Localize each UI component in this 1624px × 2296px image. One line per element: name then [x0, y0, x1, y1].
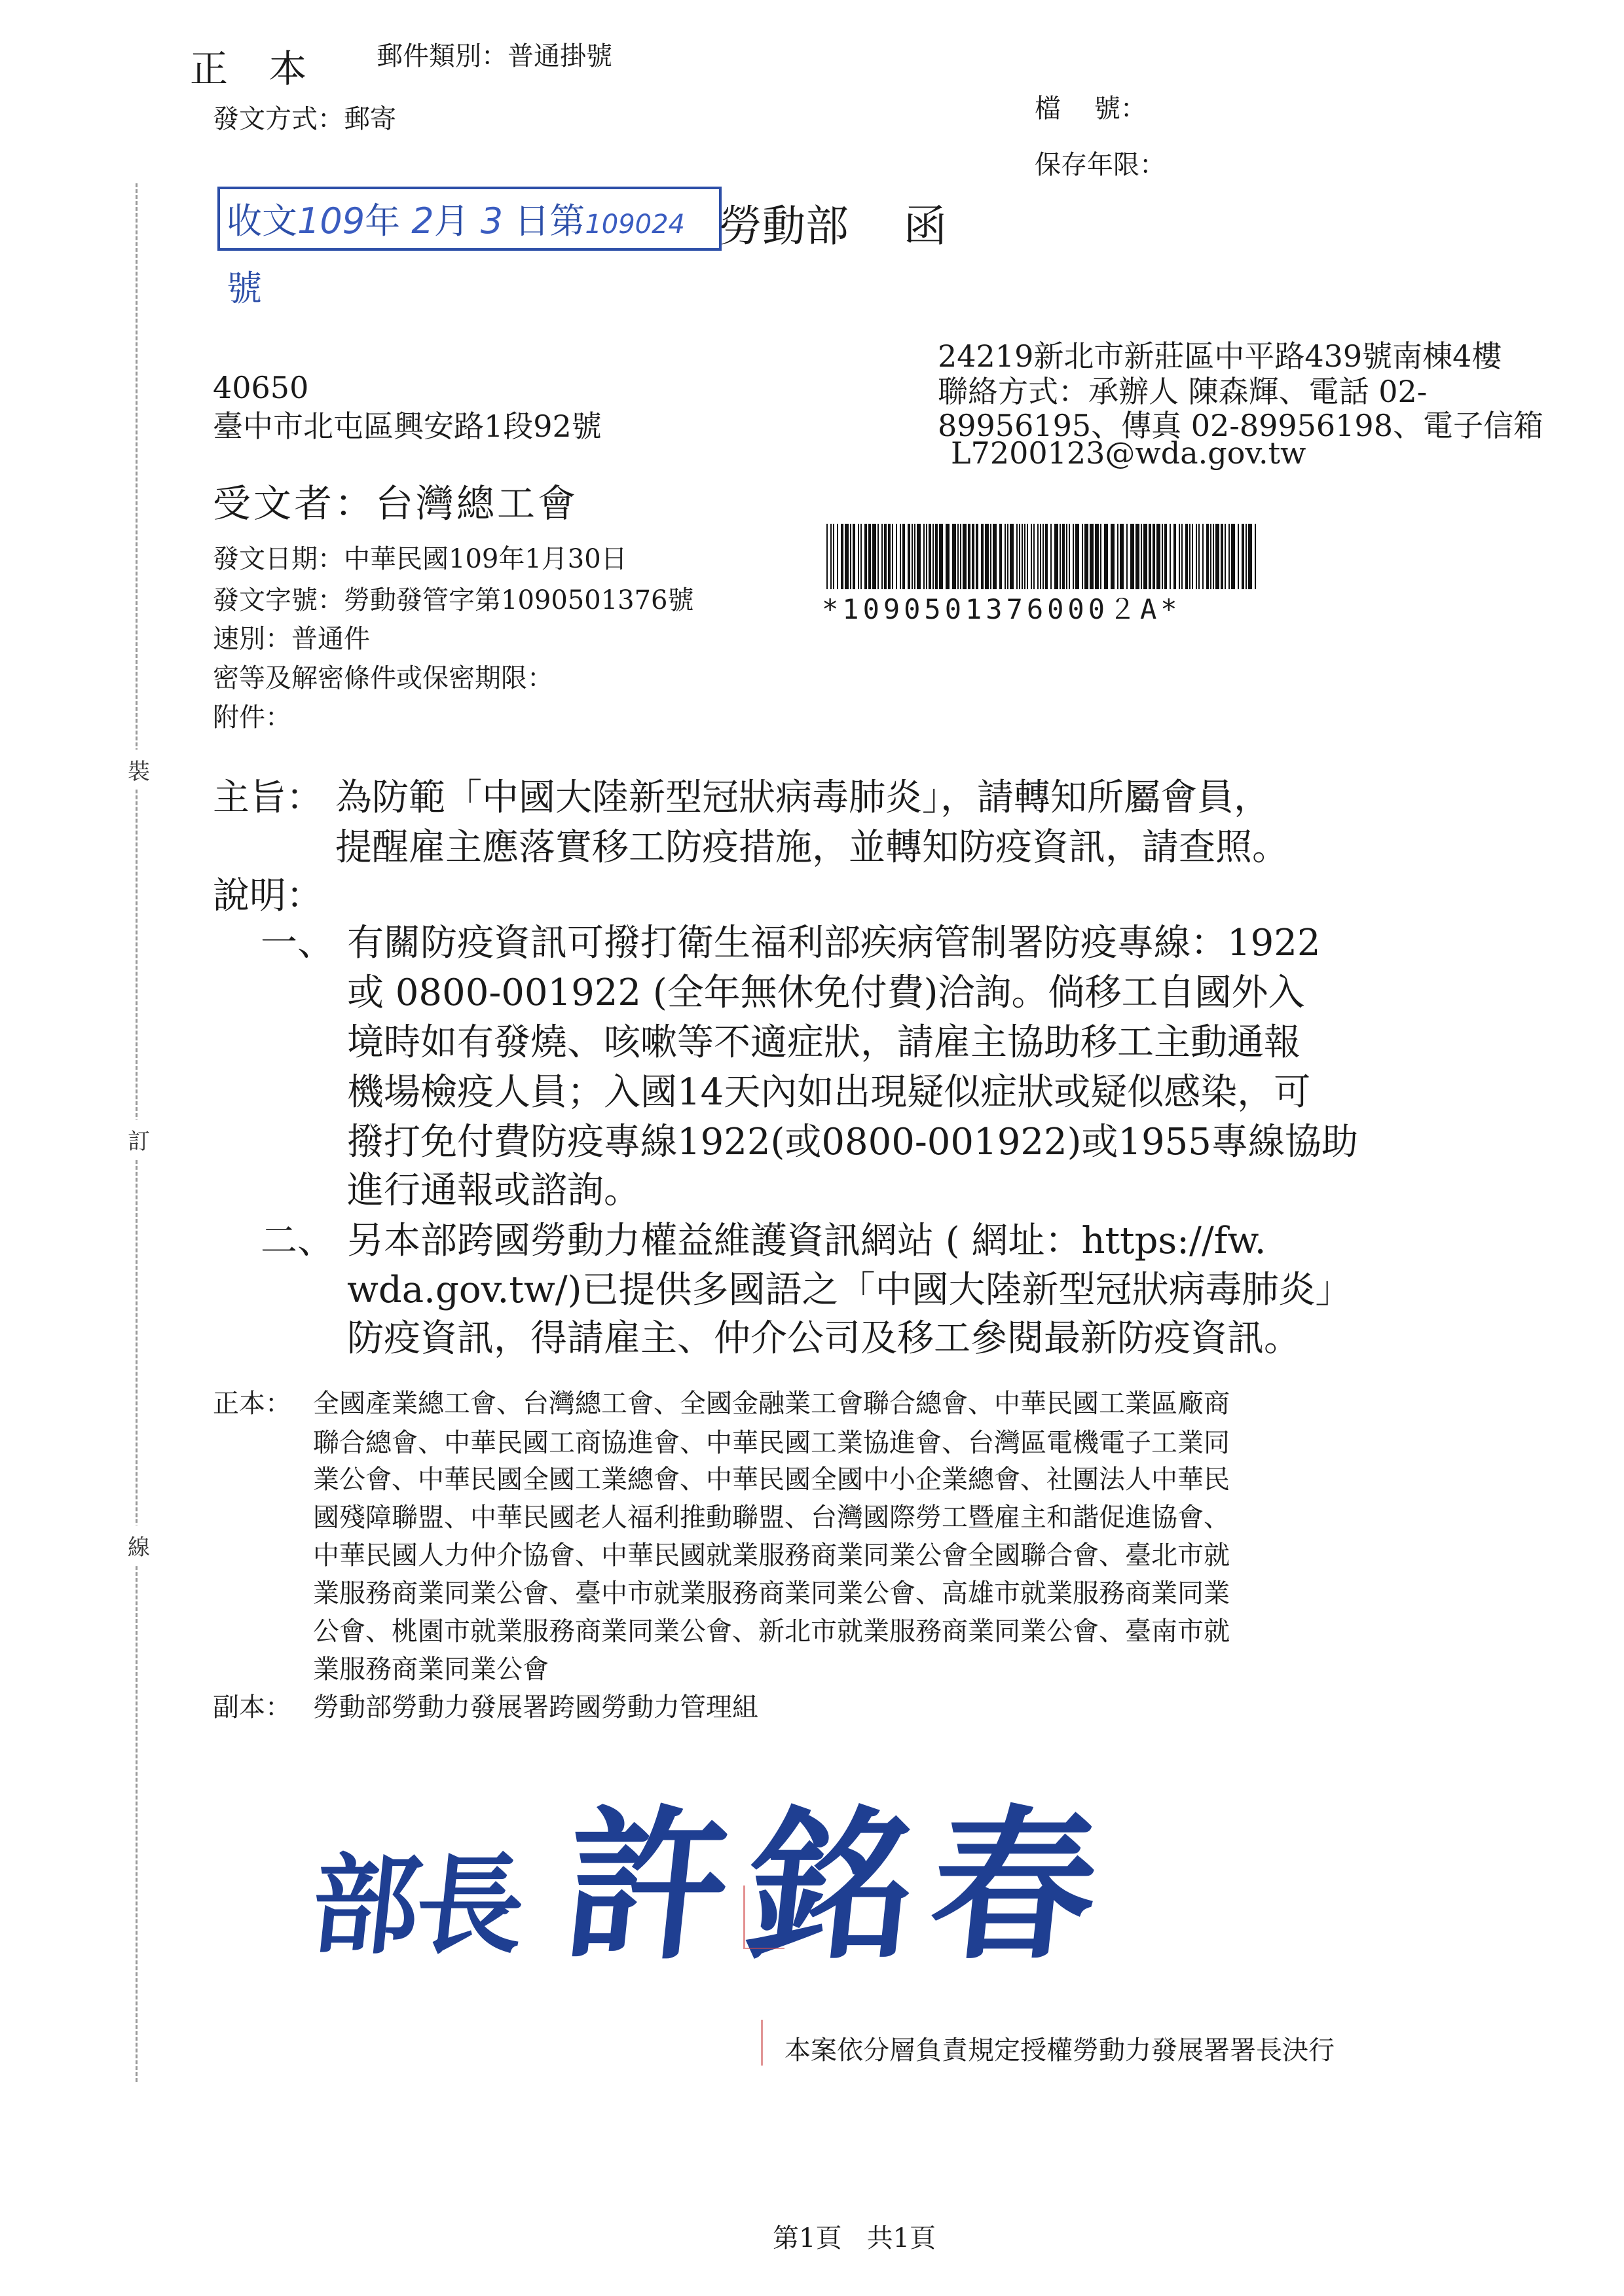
recipient-address: 臺中市北屯區興安路1段92號: [213, 409, 602, 444]
barcode-bar: [902, 524, 905, 589]
barcode-bar: [1196, 524, 1197, 589]
explanation-item-1-line-4: 機場檢疫人員；入國14天內如出現疑似症狀或疑似感染，可: [347, 1071, 1311, 1114]
barcode: [826, 524, 1259, 589]
signature-title: 部長: [305, 1843, 527, 1969]
seal-mark: [743, 1886, 784, 1949]
barcode-bar: [1225, 524, 1226, 589]
page-info: 第1頁 共1頁: [773, 2223, 936, 2253]
barcode-bar: [837, 524, 838, 589]
barcode-bar: [963, 524, 967, 589]
subject-line-1: 為防範「中國大陸新型冠狀病毒肺炎」，請轉知所屬會員，: [335, 776, 1270, 819]
barcode-bar: [1164, 524, 1167, 589]
barcode-bar: [976, 524, 978, 589]
explanation-item-1-line-3: 境時如有發燒、咳嗽等不適症狀，請雇主協助移工主動通報: [347, 1021, 1301, 1064]
barcode-bar: [960, 524, 961, 589]
barcode-bar: [1075, 524, 1079, 589]
barcode-bar: [884, 524, 887, 589]
binding-char-3: 線: [128, 1525, 150, 1565]
barcode-bar: [1095, 524, 1099, 589]
stamp-month: 2: [411, 200, 434, 242]
barcode-bar: [830, 524, 832, 589]
barcode-bar: [923, 524, 925, 589]
barcode-bar: [1043, 524, 1044, 589]
barcode-bar: [926, 524, 927, 589]
stamp-month-unit: 月: [434, 200, 470, 242]
barcode-bar: [1170, 524, 1171, 589]
barcode-bar: [935, 524, 938, 589]
barcode-bar: [957, 524, 959, 589]
explanation-item-2-line-1: 另本部跨國勞動力權益維護資訊網站 ( 網址：https://fw.: [347, 1220, 1266, 1262]
barcode-bar: [952, 524, 956, 589]
sender-contact-line-1: 聯絡方式：承辦人 陳森輝、電話 02-: [938, 374, 1428, 409]
barcode-bar: [985, 524, 989, 589]
mail-type: 郵件類別：普通掛號: [377, 41, 612, 71]
barcode-bar: [1066, 524, 1067, 589]
original-copy-label: 正 本: [190, 46, 322, 91]
barcode-bar: [946, 524, 950, 589]
copy-recipient: 勞動部勞動力發展署跨國勞動力管理組: [313, 1692, 758, 1722]
barcode-bar: [1231, 524, 1235, 589]
barcode-bar: [826, 524, 828, 589]
barcode-bar: [1104, 524, 1108, 589]
barcode-bar: [1215, 524, 1219, 589]
barcode-bar: [1037, 524, 1039, 589]
barcode-bar: [1007, 524, 1008, 589]
barcode-bar: [1054, 524, 1058, 589]
barcode-bar: [858, 524, 859, 589]
barcode-bar: [1073, 524, 1074, 589]
stamp-number-unit: 號: [227, 268, 262, 309]
attachments: 附件：: [213, 702, 291, 733]
barcode-bar: [1045, 524, 1048, 589]
barcode-bar: [1050, 524, 1052, 589]
sender-address: 24219新北市新莊區中平路439號南棟4樓: [938, 338, 1502, 374]
barcode-bar: [1022, 524, 1023, 589]
barcode-bar: [1238, 524, 1239, 589]
barcode-bar: [1117, 524, 1118, 589]
send-method: 發文方式：郵寄: [213, 104, 396, 134]
barcode-bar: [1228, 524, 1230, 589]
speed-category: 速別：普通件: [213, 624, 370, 654]
barcode-bar: [908, 524, 910, 589]
barcode-text: *1090501376000２A*: [822, 593, 1181, 625]
barcode-bar: [981, 524, 984, 589]
barcode-bar: [833, 524, 834, 589]
barcode-bar: [1060, 524, 1061, 589]
document-number: 發文字號：勞動發管字第1090501376號: [213, 585, 694, 615]
barcode-bar: [1255, 524, 1256, 589]
barcode-bar: [1221, 524, 1223, 589]
barcode-bar: [999, 524, 1002, 589]
cc-line-8: 業服務商業同業公會: [313, 1654, 549, 1685]
recipient: 受文者：台灣總工會: [213, 481, 579, 526]
barcode-bar: [1126, 524, 1128, 589]
barcode-bar: [1033, 524, 1035, 589]
barcode-bar: [1010, 524, 1014, 589]
file-number: 檔 號：: [1035, 94, 1147, 124]
barcode-bar: [914, 524, 915, 589]
stamp-number: 109024: [585, 210, 686, 240]
explanation-item-2-number: 二、: [261, 1220, 334, 1262]
subject-label: 主旨：: [213, 776, 323, 819]
barcode-bar: [1120, 524, 1124, 589]
barcode-bar: [1156, 524, 1160, 589]
barcode-bar: [1100, 524, 1101, 589]
barcode-bar: [881, 524, 883, 589]
barcode-bar: [1143, 524, 1147, 589]
barcode-bar: [1179, 524, 1180, 589]
stamp-year-unit: 年: [365, 200, 401, 242]
barcode-bar: [1130, 524, 1134, 589]
explanation-item-1-number: 一、: [261, 922, 334, 964]
stamp-day: 3: [480, 200, 504, 242]
barcode-bar: [872, 524, 876, 589]
secrecy-level: 密等及解密條件或保密期限：: [213, 663, 553, 693]
barcode-bar: [1206, 524, 1209, 589]
cc-line-3: 業公會、中華民國全國工業總會、中華民國全國中小企業總會、社團法人中華民: [313, 1465, 1230, 1495]
barcode-bar: [1202, 524, 1204, 589]
stamp-prefix: 收文: [227, 200, 297, 242]
stamp-day-unit: 日第: [514, 200, 585, 242]
barcode-bar: [1181, 524, 1183, 589]
barcode-bar: [896, 524, 897, 589]
barcode-bar: [1141, 524, 1142, 589]
barcode-bar: [888, 524, 891, 589]
barcode-bar: [1210, 524, 1211, 589]
barcode-bar: [1111, 524, 1115, 589]
cc-line-2: 聯合總會、中華民國工商協進會、中華民國工業協進會、台灣區電機電子工業同: [313, 1428, 1230, 1458]
cc-line-7: 公會、桃園市就業服務商業同業公會、新北市就業服務商業同業公會、臺南市就: [313, 1616, 1230, 1647]
barcode-bar: [1005, 524, 1006, 589]
barcode-bar: [1040, 524, 1041, 589]
barcode-bar: [1185, 524, 1188, 589]
barcode-bar: [1248, 524, 1252, 589]
barcode-bar: [1027, 524, 1028, 589]
barcode-bar: [993, 524, 997, 589]
explanation-label: 說明：: [213, 875, 323, 917]
sender-contact-line-2: 89956195、傳真 02-89956198、電子信箱: [938, 408, 1543, 443]
barcode-bar: [1069, 524, 1070, 589]
barcode-bar: [1198, 524, 1200, 589]
cc-line-4: 國殘障聯盟、中華民國老人福利推動聯盟、台灣國際勞工暨雇主和諧促進協會、: [313, 1503, 1230, 1533]
barcode-bar: [860, 524, 862, 589]
barcode-bar: [1019, 524, 1020, 589]
stamp-year: 109: [297, 200, 365, 242]
binding-char-1: 裝: [128, 750, 150, 790]
barcode-bar: [932, 524, 934, 589]
barcode-bar: [1192, 524, 1193, 589]
barcode-bar: [972, 524, 974, 589]
barcode-bar: [917, 524, 921, 589]
issue-date: 發文日期：中華民國109年1月30日: [213, 544, 627, 574]
barcode-bar: [1213, 524, 1214, 589]
received-stamp: [217, 187, 722, 309]
explanation-item-1-line-1: 有關防疫資訊可撥打衛生福利部疾病管制署防疫專線：1922: [347, 922, 1321, 964]
barcode-bar: [1189, 524, 1190, 589]
barcode-bar: [1016, 524, 1018, 589]
barcode-bar: [892, 524, 893, 589]
barcode-bar: [1246, 524, 1247, 589]
explanation-item-2-line-3: 防疫資訊，得請雇主、仲介公司及移工參閱最新防疫資訊。: [347, 1317, 1301, 1360]
barcode-bar: [864, 524, 867, 589]
retention-period: 保存年限：: [1035, 150, 1166, 180]
barcode-bar: [845, 524, 849, 589]
signature: [305, 1755, 1126, 1990]
explanation-item-1-line-2: 或 0800-001922 (全年無休免付費)洽詢。倘移工自國外入: [347, 972, 1305, 1014]
barcode-bar: [1082, 524, 1083, 589]
barcode-bar: [1173, 524, 1176, 589]
barcode-bar: [877, 524, 879, 589]
cc-label: 正本：: [213, 1389, 291, 1419]
barcode-bar: [1162, 524, 1163, 589]
explanation-item-1-line-6: 進行通報或諮詢。: [347, 1169, 640, 1212]
sender-email: L7200123@wda.gov.tw: [951, 435, 1306, 471]
explanation-item-1-line-5: 撥打免付費防疫專線1922(或0800-001922)或1955專線協助: [347, 1121, 1358, 1163]
seal-mark-2: [761, 2020, 788, 2066]
signature-name: 許銘春: [555, 1791, 1126, 1982]
barcode-bar: [900, 524, 901, 589]
barcode-bar: [841, 524, 843, 589]
barcode-bar: [1149, 524, 1151, 589]
barcode-bar: [939, 524, 943, 589]
barcode-bar: [990, 524, 991, 589]
subject-line-2: 提醒雇主應落實移工防疫措施，並轉知防疫資訊，請查照。: [335, 826, 1289, 869]
barcode-bar: [850, 524, 851, 589]
barcode-bar: [1242, 524, 1244, 589]
cc-line-6: 業服務商業同業公會、臺中市就業服務商業同業公會、高雄市就業服務商業同業: [313, 1578, 1230, 1609]
barcode-bar: [929, 524, 931, 589]
barcode-bar: [1031, 524, 1032, 589]
copy-label: 副本：: [213, 1692, 291, 1722]
explanation-item-2-line-2: wda.gov.tw/)已提供多國語之「中國大陸新型冠狀病毒肺炎」: [347, 1269, 1352, 1311]
barcode-bar: [1024, 524, 1025, 589]
barcode-bar: [1062, 524, 1065, 589]
barcode-bar: [1090, 524, 1094, 589]
barcode-bar: [912, 524, 913, 589]
binding-char-2: 訂: [128, 1120, 150, 1159]
barcode-bar: [868, 524, 871, 589]
cc-line-5: 中華民國人力仲介協會、中華民國就業服務商業同業公會全國聯合會、臺北市就: [313, 1540, 1230, 1571]
authorization-note: 本案依分層負責規定授權勞動力發展署署長決行: [784, 2035, 1335, 2066]
barcode-bar: [1153, 524, 1155, 589]
barcode-bar: [968, 524, 970, 589]
barcode-bar: [1084, 524, 1088, 589]
document-title: 勞動部 函: [719, 201, 947, 251]
barcode-bar: [1135, 524, 1139, 589]
barcode-bar: [853, 524, 855, 589]
recipient-postal-code: 40650: [213, 370, 309, 405]
cc-line-1: 全國產業總工會、台灣總工會、全國金融業工會聯合總會、中華民國工業區廠商: [313, 1389, 1230, 1419]
